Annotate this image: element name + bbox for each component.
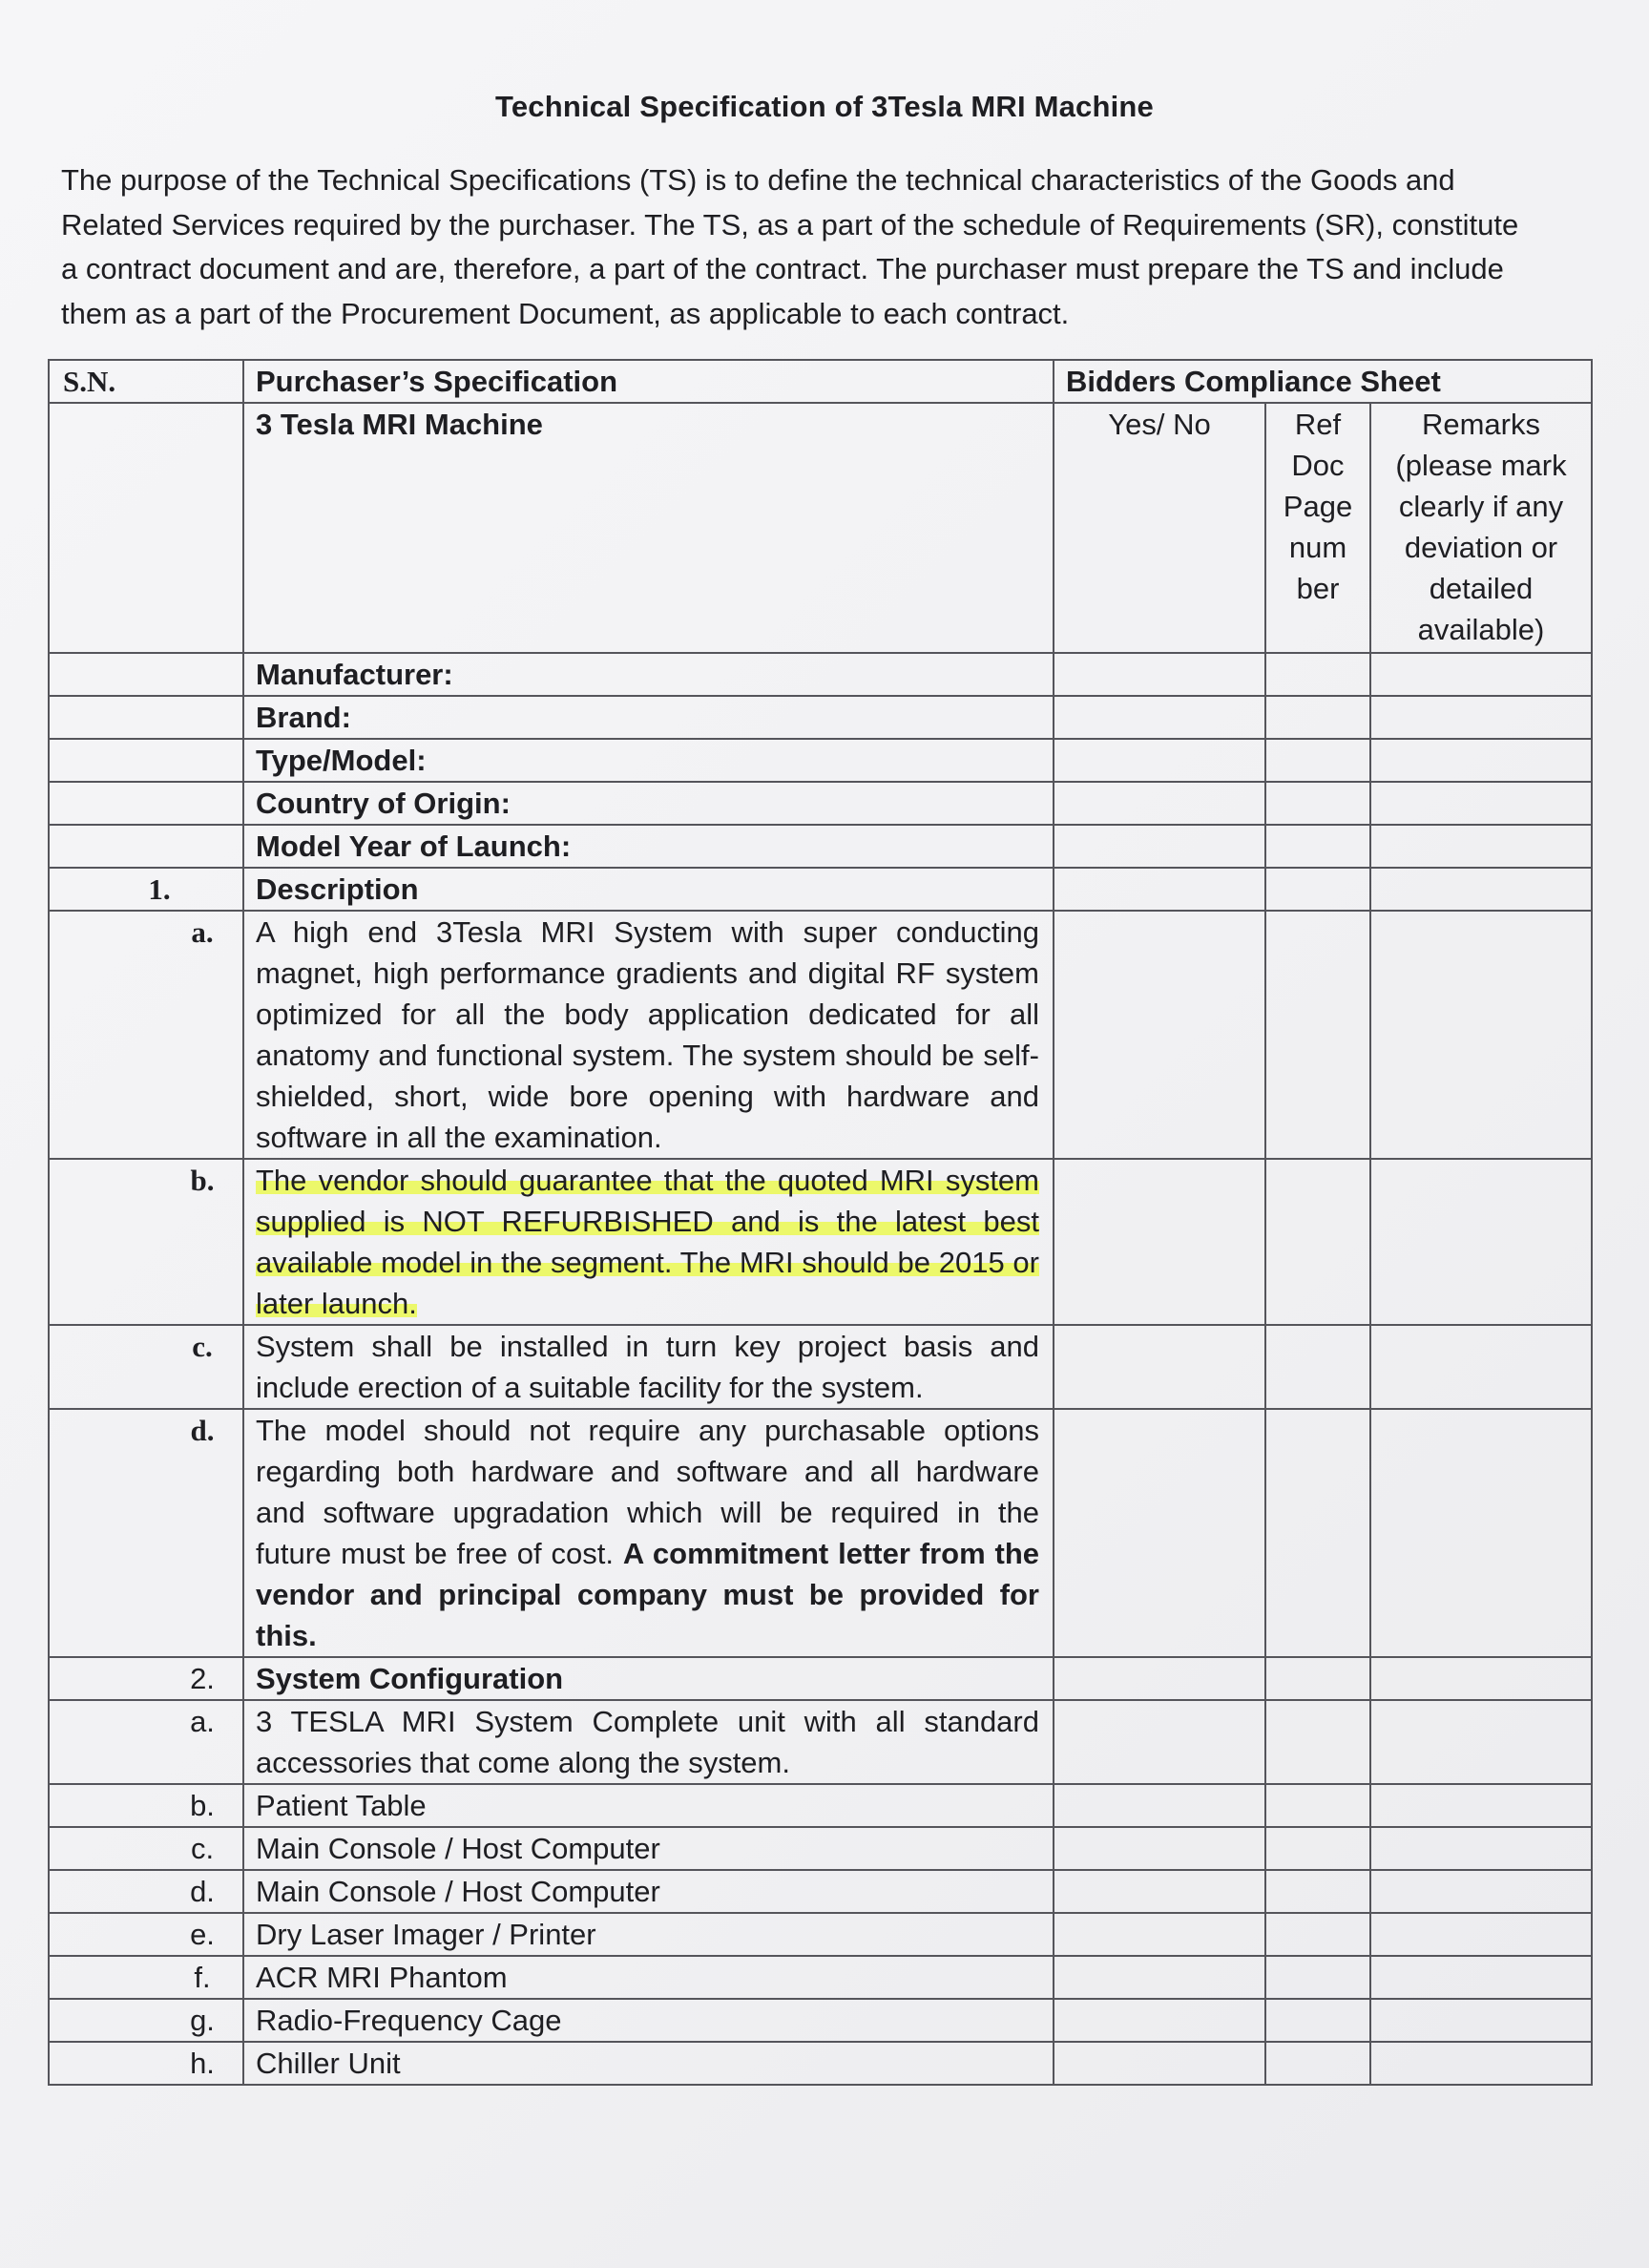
section-label: System Configuration xyxy=(243,1657,1054,1700)
yes-no-cell[interactable] xyxy=(1054,1827,1265,1870)
ref-cell[interactable] xyxy=(1265,1827,1370,1870)
section-number: 2. xyxy=(49,1657,243,1700)
item-number: c. xyxy=(49,1827,243,1870)
yes-no-cell[interactable] xyxy=(1054,868,1265,911)
remarks-cell[interactable] xyxy=(1370,1657,1592,1700)
item-number: e. xyxy=(49,1913,243,1956)
section-row xyxy=(49,868,1592,911)
item-description-bold: A commitment letter from the vendor and principal company must be provided for this. xyxy=(256,1537,1039,1652)
item-number: d. xyxy=(49,1409,243,1657)
remarks-cell[interactable] xyxy=(1370,1325,1592,1409)
table-row xyxy=(49,1956,1592,1999)
sn-header: S.N. xyxy=(49,360,243,403)
item-number: c. xyxy=(49,1325,243,1409)
item-description: Main Console / Host Computer xyxy=(243,1870,1054,1913)
ref-cell[interactable] xyxy=(1265,1870,1370,1913)
yes-no-cell[interactable] xyxy=(1054,825,1265,868)
yes-no-cell[interactable] xyxy=(1054,739,1265,782)
yes-no-cell[interactable] xyxy=(1054,1784,1265,1827)
ref-cell[interactable] xyxy=(1265,1409,1370,1657)
section-row xyxy=(49,1657,1592,1700)
item-number: a. xyxy=(49,1700,243,1784)
yes-no-header: Yes/ No xyxy=(1054,403,1265,653)
yes-no-cell[interactable] xyxy=(1054,1409,1265,1657)
field-label-type-model: Type/Model: xyxy=(243,739,1054,782)
intro-line: a contract document and are, therefore, a part of the contract. The purchaser must prepare the TS and include xyxy=(61,252,1504,285)
ref-cell[interactable] xyxy=(1265,868,1370,911)
field-label-brand: Brand: xyxy=(243,696,1054,739)
ref-cell[interactable] xyxy=(1265,911,1370,1159)
item-description: Main Console / Host Computer xyxy=(243,1827,1054,1870)
item-number: h. xyxy=(49,2042,243,2085)
yes-no-cell[interactable] xyxy=(1054,1700,1265,1784)
yes-no-cell[interactable] xyxy=(1054,2042,1265,2085)
table-row xyxy=(49,1870,1592,1913)
remarks-cell[interactable] xyxy=(1370,868,1592,911)
table-row xyxy=(49,2042,1592,2085)
ref-cell[interactable] xyxy=(1265,653,1370,696)
remarks-cell[interactable] xyxy=(1370,2042,1592,2085)
yes-no-cell[interactable] xyxy=(1054,1870,1265,1913)
table-header-row xyxy=(49,360,1592,403)
remarks-cell[interactable] xyxy=(1370,911,1592,1159)
table-row xyxy=(49,653,1592,696)
item-name: 3 Tesla MRI Machine xyxy=(243,403,1054,653)
table-row xyxy=(49,1700,1592,1784)
empty-cell xyxy=(49,782,243,825)
ref-doc-header: Ref Doc Page num ber xyxy=(1265,403,1370,653)
item-description: 3 TESLA MRI System Complete unit with all standard accessories that come along the system. xyxy=(243,1700,1054,1784)
intro-paragraph xyxy=(61,158,1588,336)
section-label: Description xyxy=(243,868,1054,911)
item-description-text: The model should not require any purchasable options regarding both hardware and software and all hardware and software upgradation which will be required in the future must be free of cost. xyxy=(256,1414,1039,1570)
field-label-country: Country of Origin: xyxy=(243,782,1054,825)
yes-no-cell[interactable] xyxy=(1054,1657,1265,1700)
ref-cell[interactable] xyxy=(1265,1700,1370,1784)
yes-no-cell[interactable] xyxy=(1054,1159,1265,1325)
remarks-cell[interactable] xyxy=(1370,782,1592,825)
empty-cell xyxy=(49,739,243,782)
intro-line: The purpose of the Technical Specifications (TS) is to define the technical characteristics of the Goods and xyxy=(61,163,1455,197)
spec-header: Purchaser’s Specification xyxy=(243,360,1054,403)
ref-cell[interactable] xyxy=(1265,1657,1370,1700)
table-row xyxy=(49,825,1592,868)
remarks-cell[interactable] xyxy=(1370,739,1592,782)
remarks-cell[interactable] xyxy=(1370,653,1592,696)
remarks-cell[interactable] xyxy=(1370,1700,1592,1784)
remarks-cell[interactable] xyxy=(1370,825,1592,868)
document-title: Technical Specification of 3Tesla MRI Machine xyxy=(494,90,1155,123)
item-description xyxy=(243,1409,1054,1657)
item-description: System shall be installed in turn key project basis and include erection of a suitable facility for the system. xyxy=(243,1325,1054,1409)
empty-cell xyxy=(49,825,243,868)
yes-no-cell[interactable] xyxy=(1054,1956,1265,1999)
table-row xyxy=(49,1999,1592,2042)
table-row xyxy=(49,1827,1592,1870)
ref-cell[interactable] xyxy=(1265,696,1370,739)
item-number: f. xyxy=(49,1956,243,1999)
ref-cell[interactable] xyxy=(1265,1325,1370,1409)
item-number: b. xyxy=(49,1159,243,1325)
table-row xyxy=(49,1325,1592,1409)
bidders-header: Bidders Compliance Sheet xyxy=(1054,360,1592,403)
ref-cell[interactable] xyxy=(1265,1784,1370,1827)
item-description xyxy=(243,1159,1054,1325)
specification-table xyxy=(48,359,1593,2086)
item-description: Chiller Unit xyxy=(243,2042,1054,2085)
item-description: Radio-Frequency Cage xyxy=(243,1999,1054,2042)
remarks-cell[interactable] xyxy=(1370,1784,1592,1827)
ref-cell[interactable] xyxy=(1265,825,1370,868)
remarks-cell[interactable] xyxy=(1370,1999,1592,2042)
yes-no-cell[interactable] xyxy=(1054,1999,1265,2042)
ref-cell[interactable] xyxy=(1265,2042,1370,2085)
highlighted-text: The vendor should guarantee that the quoted MRI system supplied is NOT REFURBISHED and is the latest best available model in the segment. The MRI should be 2015 or later launch. xyxy=(256,1164,1039,1320)
table-row xyxy=(49,911,1592,1159)
table-row xyxy=(49,696,1592,739)
ref-cell[interactable] xyxy=(1265,1999,1370,2042)
intro-line: them as a part of the Procurement Document, as applicable to each contract. xyxy=(61,296,1070,330)
yes-no-cell[interactable] xyxy=(1054,782,1265,825)
remarks-header: Remarks (please mark clearly if any deviation or detailed available) xyxy=(1370,403,1592,653)
empty-cell xyxy=(49,696,243,739)
item-number: d. xyxy=(49,1870,243,1913)
yes-no-cell[interactable] xyxy=(1054,1325,1265,1409)
yes-no-cell[interactable] xyxy=(1054,1913,1265,1956)
field-label-manufacturer: Manufacturer: xyxy=(243,653,1054,696)
item-number: a. xyxy=(49,911,243,1159)
ref-cell[interactable] xyxy=(1265,1159,1370,1325)
table-row xyxy=(49,1409,1592,1657)
item-description: Dry Laser Imager / Printer xyxy=(243,1913,1054,1956)
field-label-model-year: Model Year of Launch: xyxy=(243,825,1054,868)
table-row xyxy=(49,1159,1592,1325)
item-description: Patient Table xyxy=(243,1784,1054,1827)
item-description: A high end 3Tesla MRI System with super conducting magnet, high performance gradients and digital RF system optimized for all the body application dedicated for all anatomy and functional system. The system should be self- shielded, short, wide bore opening with hardware and software in all the examination. xyxy=(243,911,1054,1159)
remarks-cell[interactable] xyxy=(1370,1913,1592,1956)
item-description: ACR MRI Phantom xyxy=(243,1956,1054,1999)
yes-no-cell[interactable] xyxy=(1054,911,1265,1159)
remarks-cell[interactable] xyxy=(1370,1956,1592,1999)
table-subheader-row xyxy=(49,403,1592,653)
section-number: 1. xyxy=(49,868,243,911)
table-row xyxy=(49,739,1592,782)
intro-line: Related Services required by the purchaser. The TS, as a part of the schedule of Requirements (SR), constitute xyxy=(61,207,1519,242)
table-row xyxy=(49,1913,1592,1956)
remarks-cell[interactable] xyxy=(1370,1870,1592,1913)
remarks-cell[interactable] xyxy=(1370,696,1592,739)
yes-no-cell[interactable] xyxy=(1054,653,1265,696)
item-number: g. xyxy=(49,1999,243,2042)
ref-cell[interactable] xyxy=(1265,1913,1370,1956)
table-row xyxy=(49,782,1592,825)
empty-cell xyxy=(49,653,243,696)
empty-cell xyxy=(49,403,243,653)
ref-cell[interactable] xyxy=(1265,739,1370,782)
remarks-cell[interactable] xyxy=(1370,1159,1592,1325)
remarks-cell[interactable] xyxy=(1370,1409,1592,1657)
remarks-cell[interactable] xyxy=(1370,1827,1592,1870)
item-number: b. xyxy=(49,1784,243,1827)
table-row xyxy=(49,1784,1592,1827)
yes-no-cell[interactable] xyxy=(1054,696,1265,739)
ref-cell[interactable] xyxy=(1265,782,1370,825)
ref-cell[interactable] xyxy=(1265,1956,1370,1999)
